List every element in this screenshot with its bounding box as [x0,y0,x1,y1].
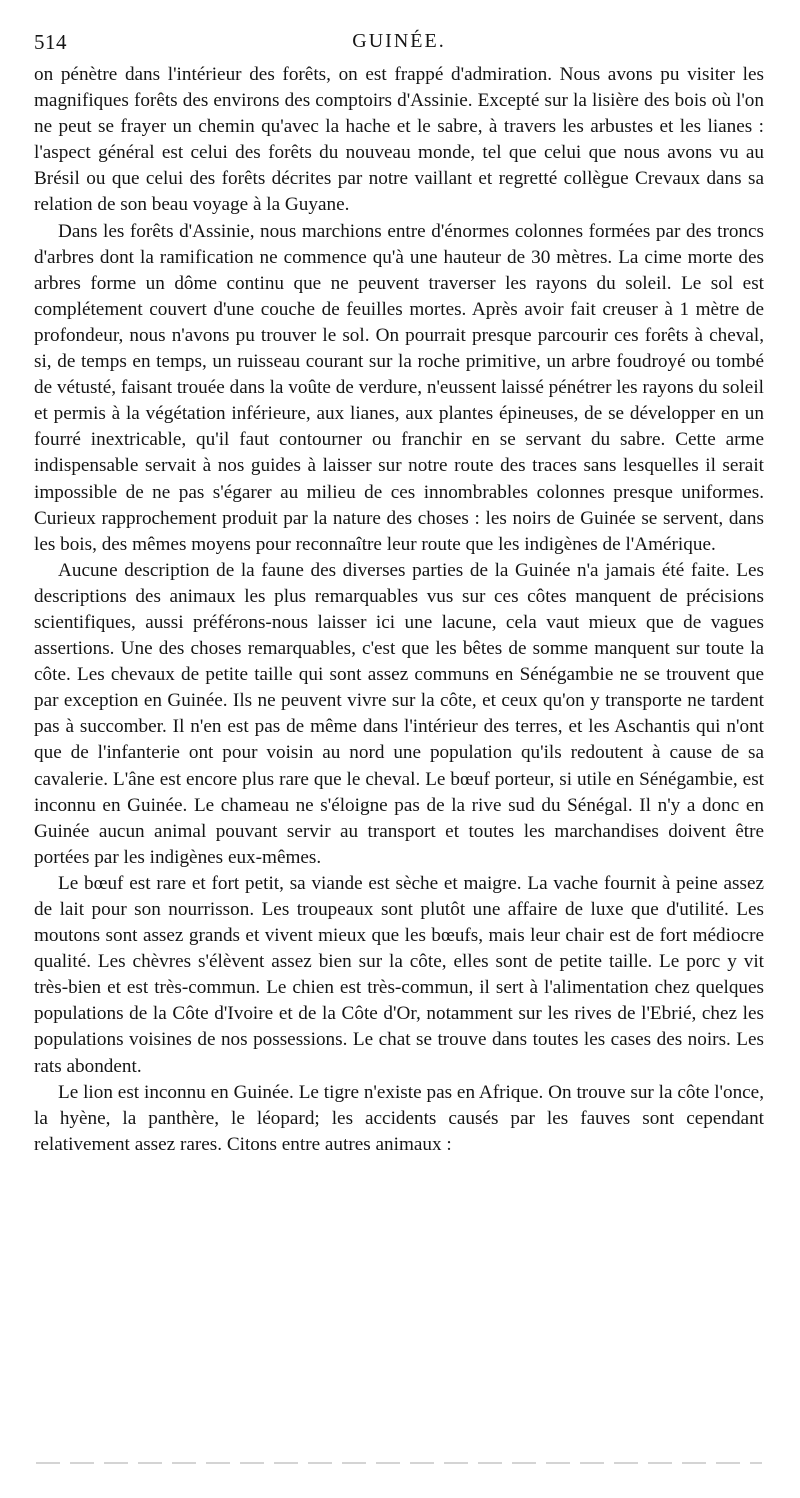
paragraph: Le bœuf est rare et fort petit, sa viande est sèche et maigre. La vache fournit à peine assez de lait pour son nourrisson. Les troupeaux sont plutôt une affaire de luxe que d'utilité. Les moutons sont assez grands et vivent mieux que les bœufs, mais leur chair est de fort médiocre qualité. Les chèvres s'élèvent assez bien sur la côte, elles sont de petite taille. Le porc y vit très-bien et est très-commun. Le chien est très-commun, il sert à l'alimentation chez quelques populations de la Côte d'Ivoire et de la Côte d'Or, notamment sur les rives de l'Ebrié, chez les populations voisines de nos possessions. Le chat se trouve dans toutes les cases des noirs. Les rats abondent. [34,872,764,1077]
paragraph: on pénètre dans l'intérieur des forêts, on est frappé d'admiration. Nous avons pu visiter les magnifiques forêts des environs des comptoirs d'Assinie. Excepté sur la lisière des bois où l'on ne peut se frayer un chemin qu'avec la hache et le sabre, à travers les arbustes et les lianes : l'aspect général est celui des forêts du nouveau monde, tel que celui que nous avons vu au Brésil ou que celui des forêts décrites par notre vaillant et regretté collègue Crevaux dans sa relation de son beau voyage à la Guyane. [34,64,764,216]
body-text [34,62,764,1158]
paragraph: Aucune description de la faune des diverses parties de la Guinée n'a jamais été faite. Les descriptions des animaux les plus remarquables vus sur ces côtes manquent de précisions scientifiques, aussi préférons-nous laisser ici une lacune, cela vaut mieux que de vagues assertions. Une des choses remarquables, c'est que les bêtes de somme manquent sur toute la côte. Les chevaux de petite taille qui sont assez communs en Sénégambie ne se trouvent que par exception en Guinée. Ils ne peuvent vivre sur la côte, et ceux qu'on y transporte ne tardent pas à succomber. Il n'en est pas de même dans l'intérieur des terres, et les Aschantis qui n'ont que de l'infanterie ont pour voisin au nord une population qu'ils redoutent à cause de sa cavalerie. L'âne est encore plus rare que le cheval. Le bœuf porteur, si utile en Sénégambie, est inconnu en Guinée. Le chameau ne s'éloigne pas de la rive sud du Sénégal. Il n'y a donc en Guinée aucun animal pouvant servir au transport et toutes les marchandises doivent être portées par les indigènes eux-mêmes. [34,559,764,868]
running-title: GUINÉE. [352,30,446,52]
footer-bleed-through [36,1462,762,1464]
paragraph: Le lion est inconnu en Guinée. Le tigre n'existe pas en Afrique. On trouve sur la côte l'once, la hyène, la panthère, le léopard; les accidents causés par les fauves sont cependant relativement assez rares. Citons entre autres animaux : [34,1081,764,1155]
paragraph: Dans les forêts d'Assinie, nous marchions entre d'énormes colonnes formées par des troncs d'arbres dont la ramification ne commence qu'à une hauteur de 30 mètres. La cime morte des arbres forme un dôme continu que ne peuvent traverser les rayons du soleil. Le sol est complétement couvert d'une couche de feuilles mortes. Après avoir fait creuser à 1 mètre de profondeur, nous n'avons pu trouver le sol. On pourrait presque parcourir ces forêts à cheval, si, de temps en temps, un ruisseau courant sur la roche primitive, un arbre foudroyé ou tombé de vétusté, faisant trouée dans la voûte de verdure, n'eussent laissé pénétrer les rayons du soleil et permis à la végétation inférieure, aux lianes, aux plantes épineuses, de se développer en un fourré inextricable, qu'il faut contourner ou franchir en se servant du sabre. Cette arme indispensable servait à nos guides à laisser sur notre route des traces sans lesquelles il serait impossible de ne pas s'égarer au milieu de ces innombrables colonnes presque uniformes. Curieux rapprochement produit par la nature des choses : les noirs de Guinée se servent, dans les bois, des mêmes moyens pour reconnaître leur route que les indigènes de l'Amérique. [34,220,764,555]
page-header [34,30,764,58]
page-number: 514 [34,30,67,54]
